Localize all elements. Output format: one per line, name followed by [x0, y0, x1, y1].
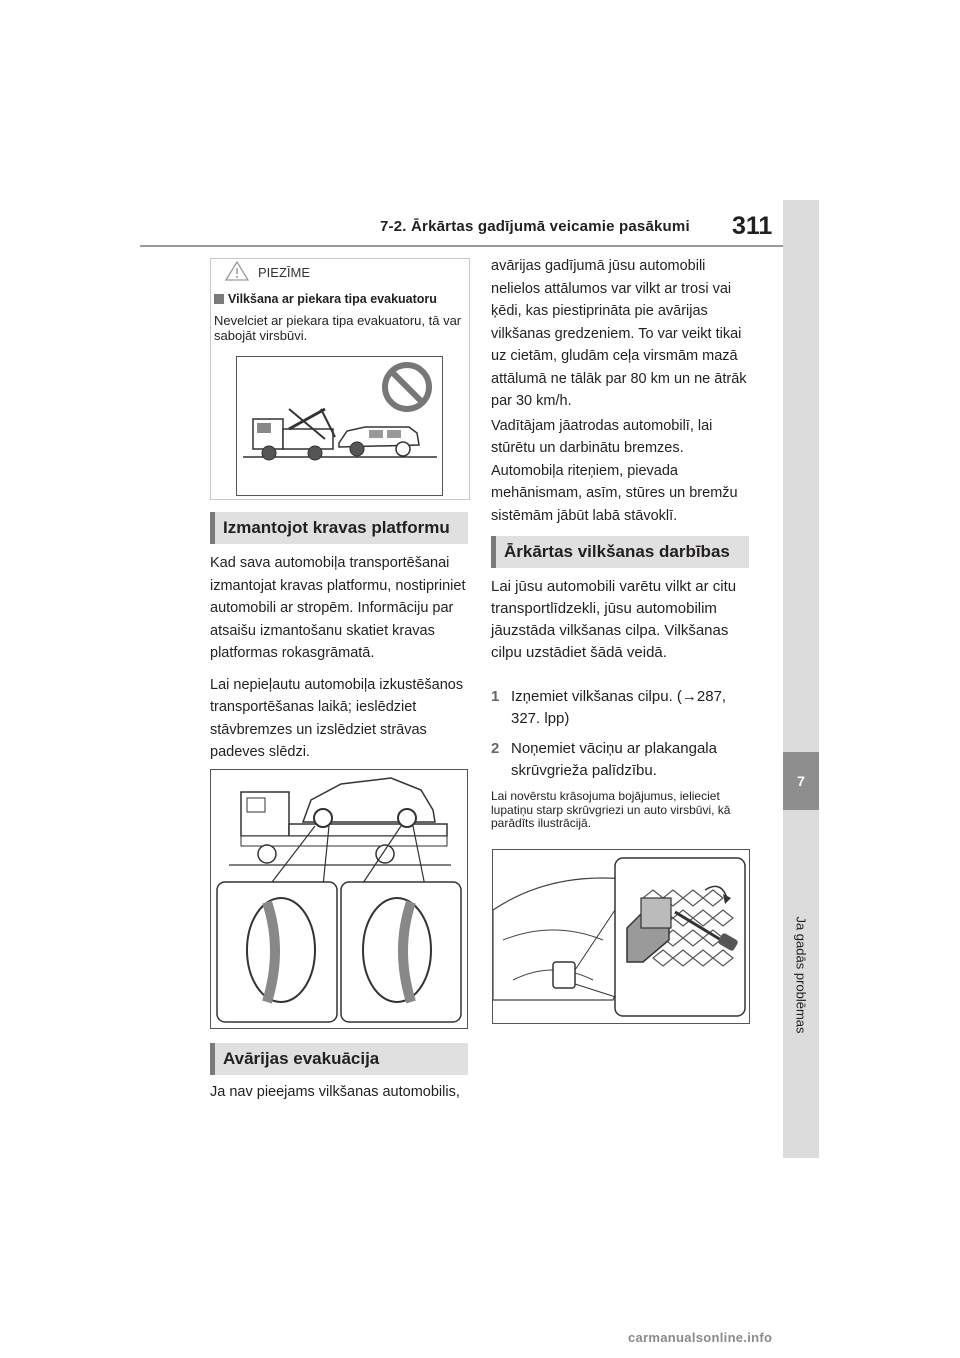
header-divider — [140, 245, 783, 247]
bumper-cap-illustration — [492, 849, 750, 1024]
section-heading-towing: Ārkārtas vilkšanas darbības — [491, 536, 749, 568]
platform-text — [210, 552, 472, 766]
chapter-label: Ja gadās problēmas — [793, 916, 809, 1034]
towing-step-2 — [491, 738, 753, 782]
step-number: 2 — [491, 740, 500, 757]
tow-truck-illustration — [236, 356, 443, 496]
chapter-number: 7 — [783, 752, 819, 810]
section-heading-evacuation: Avārijas evakuācija — [210, 1043, 468, 1075]
platform-paragraph-1: Kad sava automobiļa transportēšanai izmantojat kravas platformu, nostipriniet automobili ar stropēm. Informāciju par atsaišu izmantošanu skatiet kravas platformas rokasgrāmatā. — [210, 555, 466, 661]
notice-subheading: Vilkšana ar piekara tipa evakuatoru — [214, 292, 437, 306]
footer-watermark: carmanualsonline.info — [628, 1330, 773, 1345]
page-number: 311 — [732, 212, 773, 240]
evacuation-paragraph-continued: avārijas gadījumā jūsu automobili nelielos attālumos var vilkt ar trosi vai ķēdi, kas piestiprināta pie avārijas vilkšanas gredzeniem. To var veikt tikai uz cietām, gludām ceļa virsmām mazā attālumā ne tālāk par 80 km un ne ātrāk par 30 km/h. — [491, 258, 747, 409]
step-text: Izņemiet vilkšanas cilpu. (→287, 327. lpp) — [511, 688, 727, 727]
step-number: 1 — [491, 688, 500, 705]
bullet-square-icon — [214, 294, 224, 304]
section-heading-platform: Izmantojot kravas platformu — [210, 512, 468, 544]
evacuation-text-continued — [491, 255, 753, 529]
evacuation-paragraph-driver: Vadītājam jāatrodas automobilī, lai stūrētu un darbinātu bremzes. Automobiļa riteņiem, pievada mehānismam, asīm, stūres un bremžu sistēmām jābūt labā stāvoklī. — [491, 417, 738, 524]
towing-note: Lai novērstu krāsojuma bojājumus, ielieciet lupatiņu starp skrūvgriezi un auto virsbūvi, kā parādīts ilustrācijā. — [491, 789, 731, 830]
warning-triangle-icon — [224, 260, 250, 282]
notice-text: Nevelciet ar piekara tipa evakuatoru, tā var sabojāt virsbūvi. — [214, 313, 462, 343]
notice-heading: PIEZĪME — [258, 265, 311, 280]
step-text: Noņemiet vāciņu ar plakangala skrūvgrieža palīdzību. — [511, 740, 717, 779]
flatbed-strap-illustration — [210, 769, 468, 1029]
page-header-title: 7-2. Ārkārtas gadījumā veicamie pasākumi — [380, 218, 690, 235]
platform-paragraph-2: Lai nepieļautu automobiļa izkustēšanos transportēšanas laikā; ieslēdziet stāvbremzes un izslēdziet strāvas padeves slēdzi. — [210, 676, 464, 760]
towing-step-1 — [491, 686, 753, 730]
towing-intro: Lai jūsu automobili varētu vilkt ar citu transportlīdzekli, jūsu automobilim jāuzstāda vilkšanas cilpa. Vilkšanas cilpu uzstādiet šādā veidā. — [491, 578, 737, 661]
evacuation-text-start: Ja nav pieejams vilkšanas automobilis, — [210, 1084, 460, 1100]
